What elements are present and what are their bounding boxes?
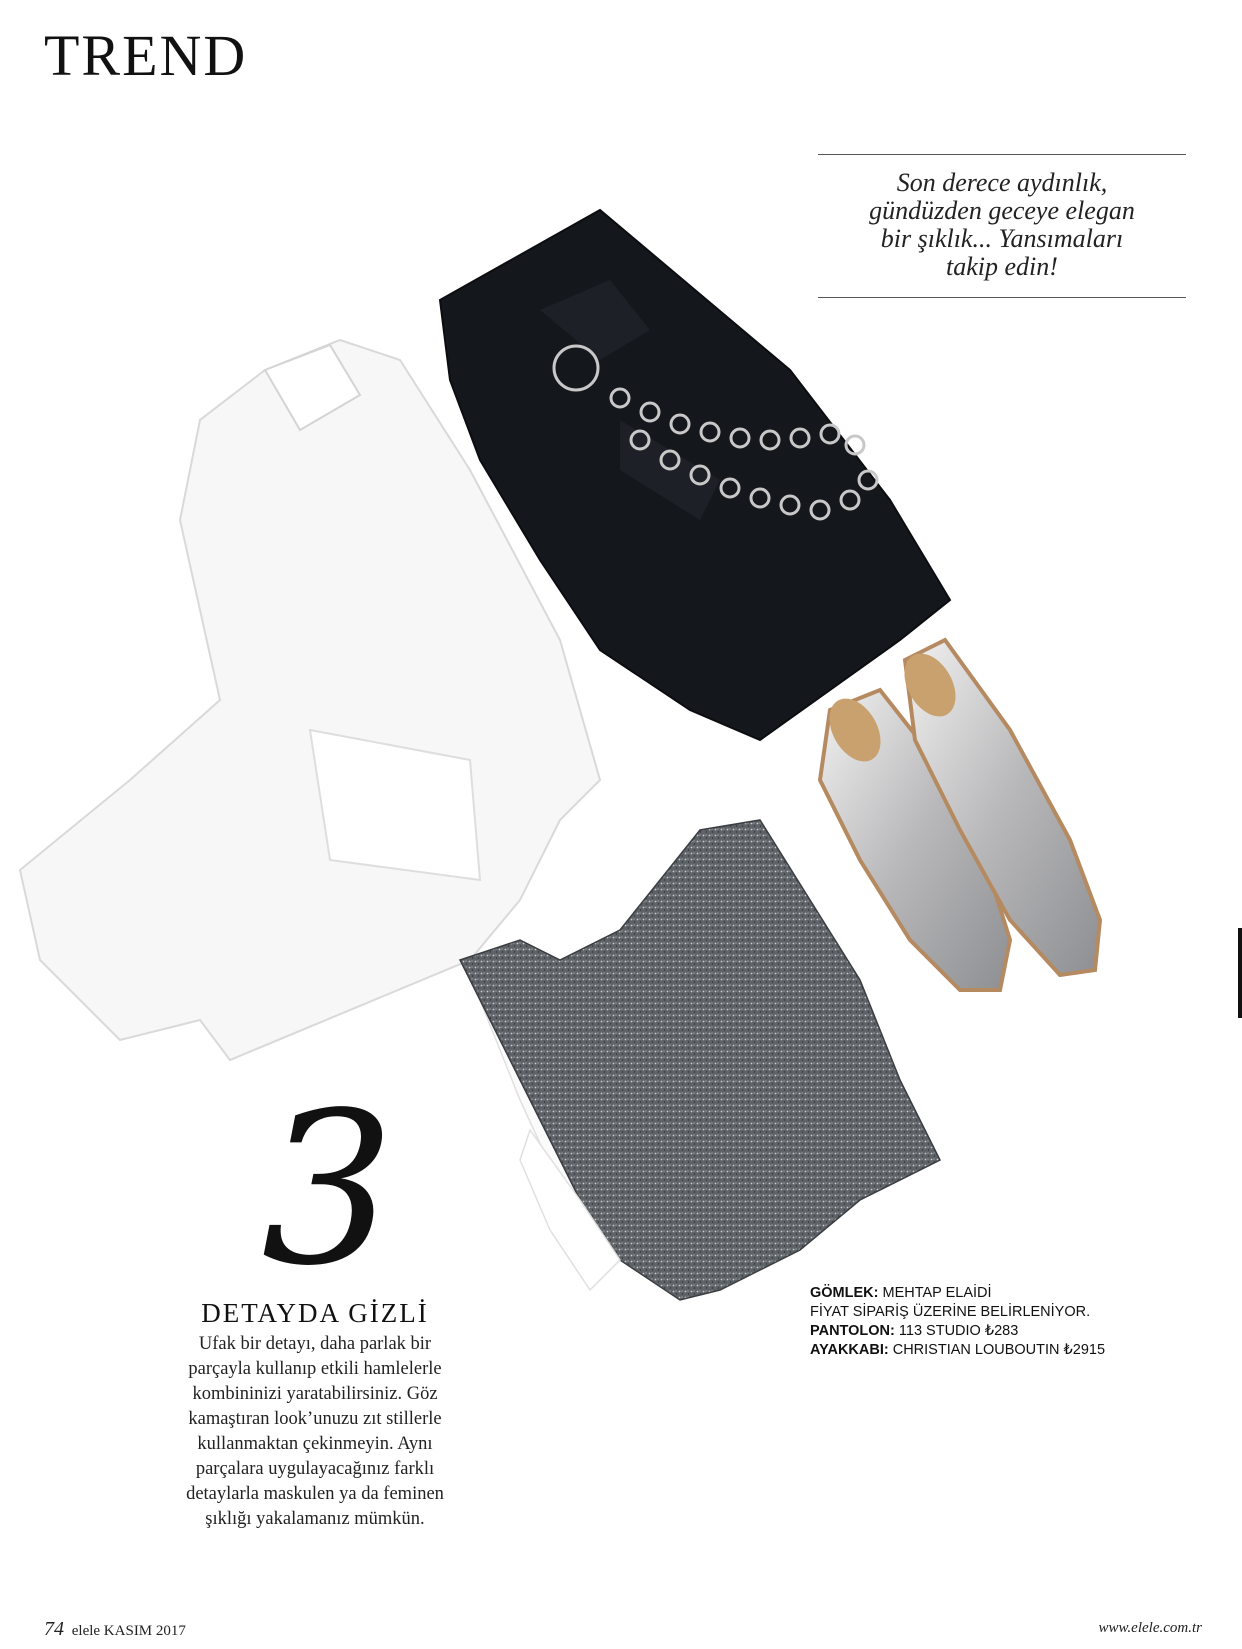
credit-line [810,1303,1170,1322]
credit-value: 113 STUDIO ₺283 [898,1323,1019,1339]
issue-label: elele KASIM 2017 [71,1623,186,1639]
feature-title: DETAYDA GİZLİ [201,1298,429,1328]
credit-value: FİYAT SİPARİŞ ÜZERİNE BELİRLENİYOR. [810,1304,1091,1320]
credit-label: PANTOLON: [810,1323,895,1339]
footer-website: www.elele.com.tr [1098,1620,1202,1636]
page-number: 74 [44,1618,64,1640]
credit-label: GÖMLEK: [810,1285,879,1301]
credit-value: CHRISTIAN LOUBOUTIN ₺2915 [892,1342,1106,1358]
credit-label: AYAKKABI: [810,1342,889,1358]
credit-value: MEHTAP ELAİDİ [882,1285,992,1301]
feature-number: 3 [261,1067,395,1312]
feature-body: Ufak bir detayı, daha parlak bir parçayla kullanıp etkili hamlelerle kombininizi yaratabilirsiniz. Göz kamaştıran look’unuzu zıt stillerle kullanmaktan çekinmeyin. Aynı parçalara uygulayacağınız farklı detaylarla maskulen ya da feminen şıklığı yakalamanız mümkün. [186,1334,444,1529]
credit-line [810,1322,1170,1341]
credit-line [810,1284,1170,1303]
pull-quote-text: Son derece aydınlık, gündüzden geceye elegan bir şıklık... Yansımaları takip edin! [869,168,1135,281]
page-edge-tab [1238,928,1242,1018]
glitter-trousers-icon [460,820,940,1300]
footer-issue [44,1618,186,1641]
credit-line [810,1341,1170,1360]
silver-shoes-icon [819,640,1100,990]
section-title: TREND [44,23,248,88]
product-credits [810,1284,1170,1360]
